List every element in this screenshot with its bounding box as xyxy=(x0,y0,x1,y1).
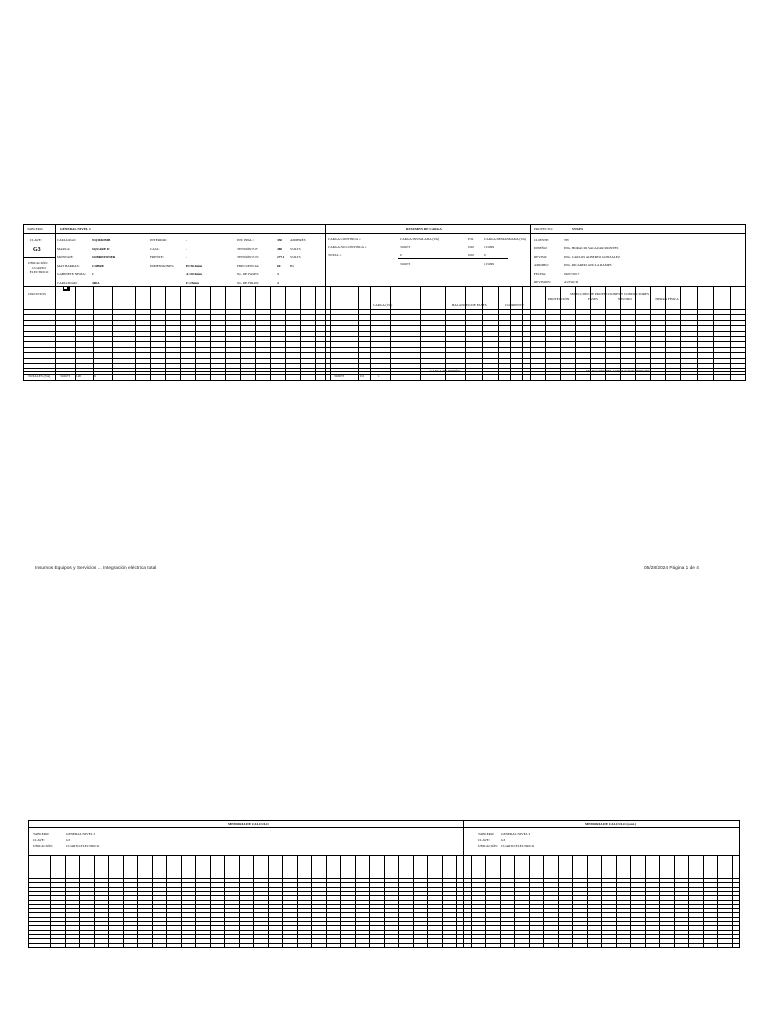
tierra-header: TIERRA FÍSICA xyxy=(655,297,679,301)
calc-field-value: GENERAL NIVEL 3 xyxy=(66,832,96,836)
calc-field-label: TABLERO: xyxy=(478,832,495,836)
field-value: SQUARE D xyxy=(92,246,110,251)
calc-col-line xyxy=(282,855,283,948)
grid-col-line xyxy=(93,286,94,381)
field-label: INT. PPAL.: xyxy=(237,238,254,242)
calc-col-line xyxy=(514,855,515,948)
grid-col-line xyxy=(210,286,211,381)
total-value: 120 xyxy=(76,374,82,378)
field-unit: Hz xyxy=(290,263,294,268)
grid-row-line xyxy=(23,320,746,321)
field-label: CATALOGO: xyxy=(57,238,76,242)
resumen-installed: CARGA INSTALADA (VA) xyxy=(400,237,440,241)
calc-col-line xyxy=(195,855,196,948)
calc-title-right: MEMORIA DE CALCULO (cont.) xyxy=(585,822,636,826)
calc-col-line xyxy=(297,855,298,948)
table-top-divider xyxy=(23,286,746,287)
grid-col-line xyxy=(730,286,731,381)
grid-col-line xyxy=(498,286,499,381)
grid-col-line xyxy=(195,286,196,381)
calc-col-line xyxy=(427,855,428,948)
seleccion-footer: SELECCIÓN DEL CONDUCTOR PRINCIPAL xyxy=(586,369,652,373)
calc-col-line xyxy=(717,855,718,948)
field-unit: AMPERES xyxy=(290,238,306,242)
grid-col-line xyxy=(650,286,651,381)
circuitos-header: CIRCUITOS xyxy=(28,292,46,296)
header-vline-3 xyxy=(55,224,56,286)
grid-row-line xyxy=(23,347,746,348)
calc-field-value: G3 xyxy=(501,838,506,842)
field-label: CAJA: xyxy=(150,246,160,251)
grid-col-line xyxy=(635,286,636,381)
field-value: 400A xyxy=(92,281,100,285)
field-unit: VOLTS xyxy=(290,246,301,251)
calc-field-value: CUARTO ELECTRICO xyxy=(501,844,535,848)
field-value: NQ304ØMB xyxy=(92,238,111,242)
grid-col-line xyxy=(270,286,271,381)
grid-col-line xyxy=(510,286,511,381)
grid-row-line xyxy=(23,309,746,310)
grid-col-line xyxy=(315,286,316,381)
calc-col-line xyxy=(413,855,414,948)
grid-col-line xyxy=(112,286,113,381)
grid-col-line xyxy=(390,286,391,381)
grid-row-line xyxy=(23,358,746,359)
field-value: 60 xyxy=(277,263,281,268)
project-label: DISEÑO: xyxy=(534,246,548,251)
calc-col-line xyxy=(65,855,66,948)
grid-col-line xyxy=(605,286,606,381)
grid-col-line xyxy=(482,286,483,381)
calc-col-line xyxy=(674,855,675,948)
field-value: - xyxy=(186,246,188,251)
calc-title-left: MEMORIA DE CALCULO xyxy=(228,822,269,826)
fases-header: FASES xyxy=(588,297,598,301)
project-value: ING. RICARDO ANCLA RAMPS xyxy=(564,263,612,268)
field-value: 4 xyxy=(277,281,279,285)
field-label: No. DE FASES: xyxy=(237,272,260,277)
grid-col-line xyxy=(225,286,226,381)
corriente-header: CORRIENTE xyxy=(505,303,525,307)
resumen-installed: 316673 xyxy=(400,245,411,250)
field-value: 277.1 xyxy=(277,255,285,260)
calc-col-line xyxy=(340,855,341,948)
field-value: 1 xyxy=(92,272,94,277)
clave-value: G3 xyxy=(33,247,41,253)
grid-col-line xyxy=(445,286,446,381)
field-unit: VOLTS xyxy=(290,255,301,260)
calc-col-line xyxy=(123,855,124,948)
grid-col-line xyxy=(180,286,181,381)
clave-label: CLAVE: xyxy=(30,238,42,242)
field-label: DIMENSIONES: xyxy=(150,263,174,268)
calc-col-line xyxy=(442,855,443,948)
calc-col-line xyxy=(645,855,646,948)
calc-col-line xyxy=(703,855,704,948)
resumen-label: TOTAL = xyxy=(328,253,342,258)
calc-field-label: TABLERO: xyxy=(33,832,50,836)
calc-col-line xyxy=(224,855,225,948)
calc-field-label: CLAVE: xyxy=(33,838,45,842)
three-phase-icon xyxy=(63,286,70,291)
grid-col-line xyxy=(465,286,466,381)
field-value: A=50.0mm xyxy=(186,272,202,277)
calc-col-line xyxy=(543,855,544,948)
grid-row-line xyxy=(23,374,746,375)
grid-col-line xyxy=(680,286,681,381)
field-value: - xyxy=(186,238,188,242)
resumen-demand: 115099 xyxy=(484,261,495,266)
calc-col-line xyxy=(616,855,617,948)
project-value: AUTOCD xyxy=(564,280,579,284)
calc-col-line xyxy=(166,855,167,948)
proyecto-label: PROYECTO: xyxy=(534,227,553,231)
proyecto-value: SYKES xyxy=(572,227,584,231)
calc-col-line xyxy=(384,855,385,948)
project-value: 06/07/2017 xyxy=(564,271,580,276)
tablero-label: TABLERO: xyxy=(27,227,44,231)
resumen-demand: 115099 xyxy=(484,245,495,250)
grid-row-line xyxy=(23,341,746,342)
calc-col-line xyxy=(732,855,733,948)
calc-col-line xyxy=(630,855,631,948)
totals-label: TOTALES (VA) xyxy=(28,374,51,378)
field-label: MARCA: xyxy=(57,246,71,251)
grid-col-line xyxy=(150,286,151,381)
grid-col-line xyxy=(75,286,76,381)
neutro-header: NEUTRO xyxy=(618,297,632,301)
calc-col-line xyxy=(108,855,109,948)
resumen-fd: F.D. xyxy=(468,237,474,241)
resumen-installed: 0 xyxy=(400,253,402,258)
project-value: ING. HORACIO SALAZAR MONTES xyxy=(564,246,619,251)
field-value: H=56.0mm xyxy=(186,263,203,268)
calc-col-line xyxy=(94,855,95,948)
calc-col-line xyxy=(471,855,472,948)
grid-col-line xyxy=(420,286,421,381)
footer-company: Insumos Equipos y Servicios ... Integración eléctrica total xyxy=(35,566,157,571)
resumen-installed: 316673 xyxy=(400,261,411,266)
field-label: FRENTE: xyxy=(150,255,164,260)
calc-col-line xyxy=(659,855,660,948)
resumen-demand: CARGA DEMANDADA (VA) xyxy=(484,237,527,241)
field-label: MONTAJE: xyxy=(57,255,74,260)
grid-col-line xyxy=(135,286,136,381)
field-value: SOBREPONER xyxy=(92,255,116,260)
project-label: FECHA: xyxy=(534,271,547,276)
calc-col-line xyxy=(79,855,80,948)
field-label: TENSIÓN F-N: xyxy=(237,255,259,260)
project-value: TH xyxy=(564,238,569,242)
field-label: TENSIÓN F-F: xyxy=(237,246,259,251)
grid-col-line xyxy=(300,286,301,381)
resumen-label: CARGA CONTINUA = xyxy=(328,237,361,241)
field-value: COBRE xyxy=(92,263,105,268)
grid-col-line xyxy=(530,286,531,381)
grid-col-line xyxy=(620,286,621,381)
calc-col-line xyxy=(456,855,457,948)
calc-field-value: GENERAL NIVEL 3 xyxy=(501,832,531,836)
grid-col-line xyxy=(55,286,56,381)
grid-col-line xyxy=(575,286,576,381)
grid-col-line xyxy=(560,286,561,381)
project-value: ING. CARLOS ALBERTO GONZALEZ xyxy=(564,254,621,259)
grid-col-line xyxy=(285,286,286,381)
grid-col-line xyxy=(713,286,714,381)
totals-line xyxy=(23,371,746,372)
grid-col-line xyxy=(665,286,666,381)
total-value: 316673 xyxy=(334,374,345,378)
calc-field-label: UBICACIÓN: xyxy=(478,844,498,848)
total-value: 0.5 xyxy=(360,374,365,378)
field-label: FRECUENCIA: xyxy=(237,263,260,268)
ubicacion-value: CUARTO ELECTRICO xyxy=(29,266,49,274)
calc-col-line xyxy=(369,855,370,948)
resumen-fd: 0.00 xyxy=(468,253,474,258)
calc-field-value: G3 xyxy=(66,838,71,842)
field-label: GABINETE NEMA: xyxy=(57,272,86,277)
header-vline-2 xyxy=(530,224,531,286)
field-value: F=25mm xyxy=(186,281,200,285)
grid-col-line xyxy=(358,286,359,381)
calc-col-line xyxy=(50,855,51,948)
field-label: MAT BARRAS: xyxy=(57,263,80,268)
project-label: REVISO: xyxy=(534,254,548,259)
grid-row-line xyxy=(23,331,746,332)
total-value: 316673 xyxy=(60,374,71,378)
resumen-underline xyxy=(398,258,508,259)
header-divider xyxy=(23,233,746,234)
calc-col-line xyxy=(210,855,211,948)
grid-col-line xyxy=(240,286,241,381)
grid-col-line xyxy=(370,286,371,381)
resumen-title: RESUMEN DE CARGA xyxy=(406,227,442,231)
project-label: CLIENTE: xyxy=(534,238,550,242)
calc-title-divider xyxy=(28,827,740,828)
grid-col-line xyxy=(165,286,166,381)
grid-col-line xyxy=(255,286,256,381)
calc-field-label: CLAVE: xyxy=(478,838,490,842)
field-label: CAPACIDAD: xyxy=(57,281,78,285)
calc-col-line xyxy=(268,855,269,948)
calc-col-line xyxy=(355,855,356,948)
calc-col-line xyxy=(485,855,486,948)
project-label: REVISION: xyxy=(534,280,551,284)
field-label: No. DE HILOS: xyxy=(237,281,260,285)
project-label: APROBO: xyxy=(534,263,549,268)
protecciones-header: SELECCIÓN DE PROTECCIONES Y CONDUCTORES xyxy=(570,292,649,296)
carga-header: CARGA (VA) xyxy=(373,303,393,307)
calc-col-line xyxy=(601,855,602,948)
resumen-label: CARGA NO CONTINUA = xyxy=(328,245,367,250)
grid-row-line xyxy=(23,363,746,364)
ubicacion-label: UBICACIÓN: xyxy=(28,261,48,265)
calc-col-line xyxy=(688,855,689,948)
grid-row-line xyxy=(23,336,746,337)
field-label: INTERIOR: xyxy=(150,238,167,242)
footer-page: 05/28/2024 Página 1 de 4 xyxy=(644,566,699,571)
grid-col-line xyxy=(697,286,698,381)
grid-row-line xyxy=(23,352,746,353)
grid-col-line xyxy=(330,286,331,381)
grid-row-line xyxy=(23,325,746,326)
field-value: - xyxy=(186,255,188,260)
field-value: 3 xyxy=(277,272,279,277)
calc-col-line xyxy=(181,855,182,948)
clave-divider xyxy=(23,257,55,258)
calc-field-value: CUARTO ELECTRICO xyxy=(66,844,100,848)
calc-col-line xyxy=(311,855,312,948)
resumen-fd: 0.90 xyxy=(468,245,474,250)
balanceo-header: BALANCEO DE FASES xyxy=(452,303,487,307)
tablero-value: GENERAL NIVEL 3 xyxy=(60,227,91,231)
calc-col-line xyxy=(558,855,559,948)
field-value: 480 xyxy=(277,246,283,251)
resumen-demand: 0 xyxy=(484,253,486,258)
total-value: 1 xyxy=(378,374,380,378)
grid-col-line xyxy=(590,286,591,381)
calc-col-line xyxy=(587,855,588,948)
calc-col-line xyxy=(253,855,254,948)
calc-col-line xyxy=(239,855,240,948)
calc-col-line xyxy=(326,855,327,948)
calc-col-line xyxy=(398,855,399,948)
grid-row-line xyxy=(23,314,746,315)
grid-col-line xyxy=(545,286,546,381)
calc-field-label: UBICACIÓN: xyxy=(33,844,53,848)
calc-col-line xyxy=(572,855,573,948)
calc-col-line xyxy=(529,855,530,948)
proteccion-header: PROTECCIÓN xyxy=(548,297,570,301)
calc-col-line xyxy=(137,855,138,948)
total-value: 6 xyxy=(94,374,96,378)
resumen-footer: CARGA DE DISEÑO xyxy=(430,369,461,373)
field-value: 350 xyxy=(277,238,283,242)
calc-col-line xyxy=(500,855,501,948)
calc-col-line xyxy=(152,855,153,948)
grid-col-line xyxy=(522,286,523,381)
